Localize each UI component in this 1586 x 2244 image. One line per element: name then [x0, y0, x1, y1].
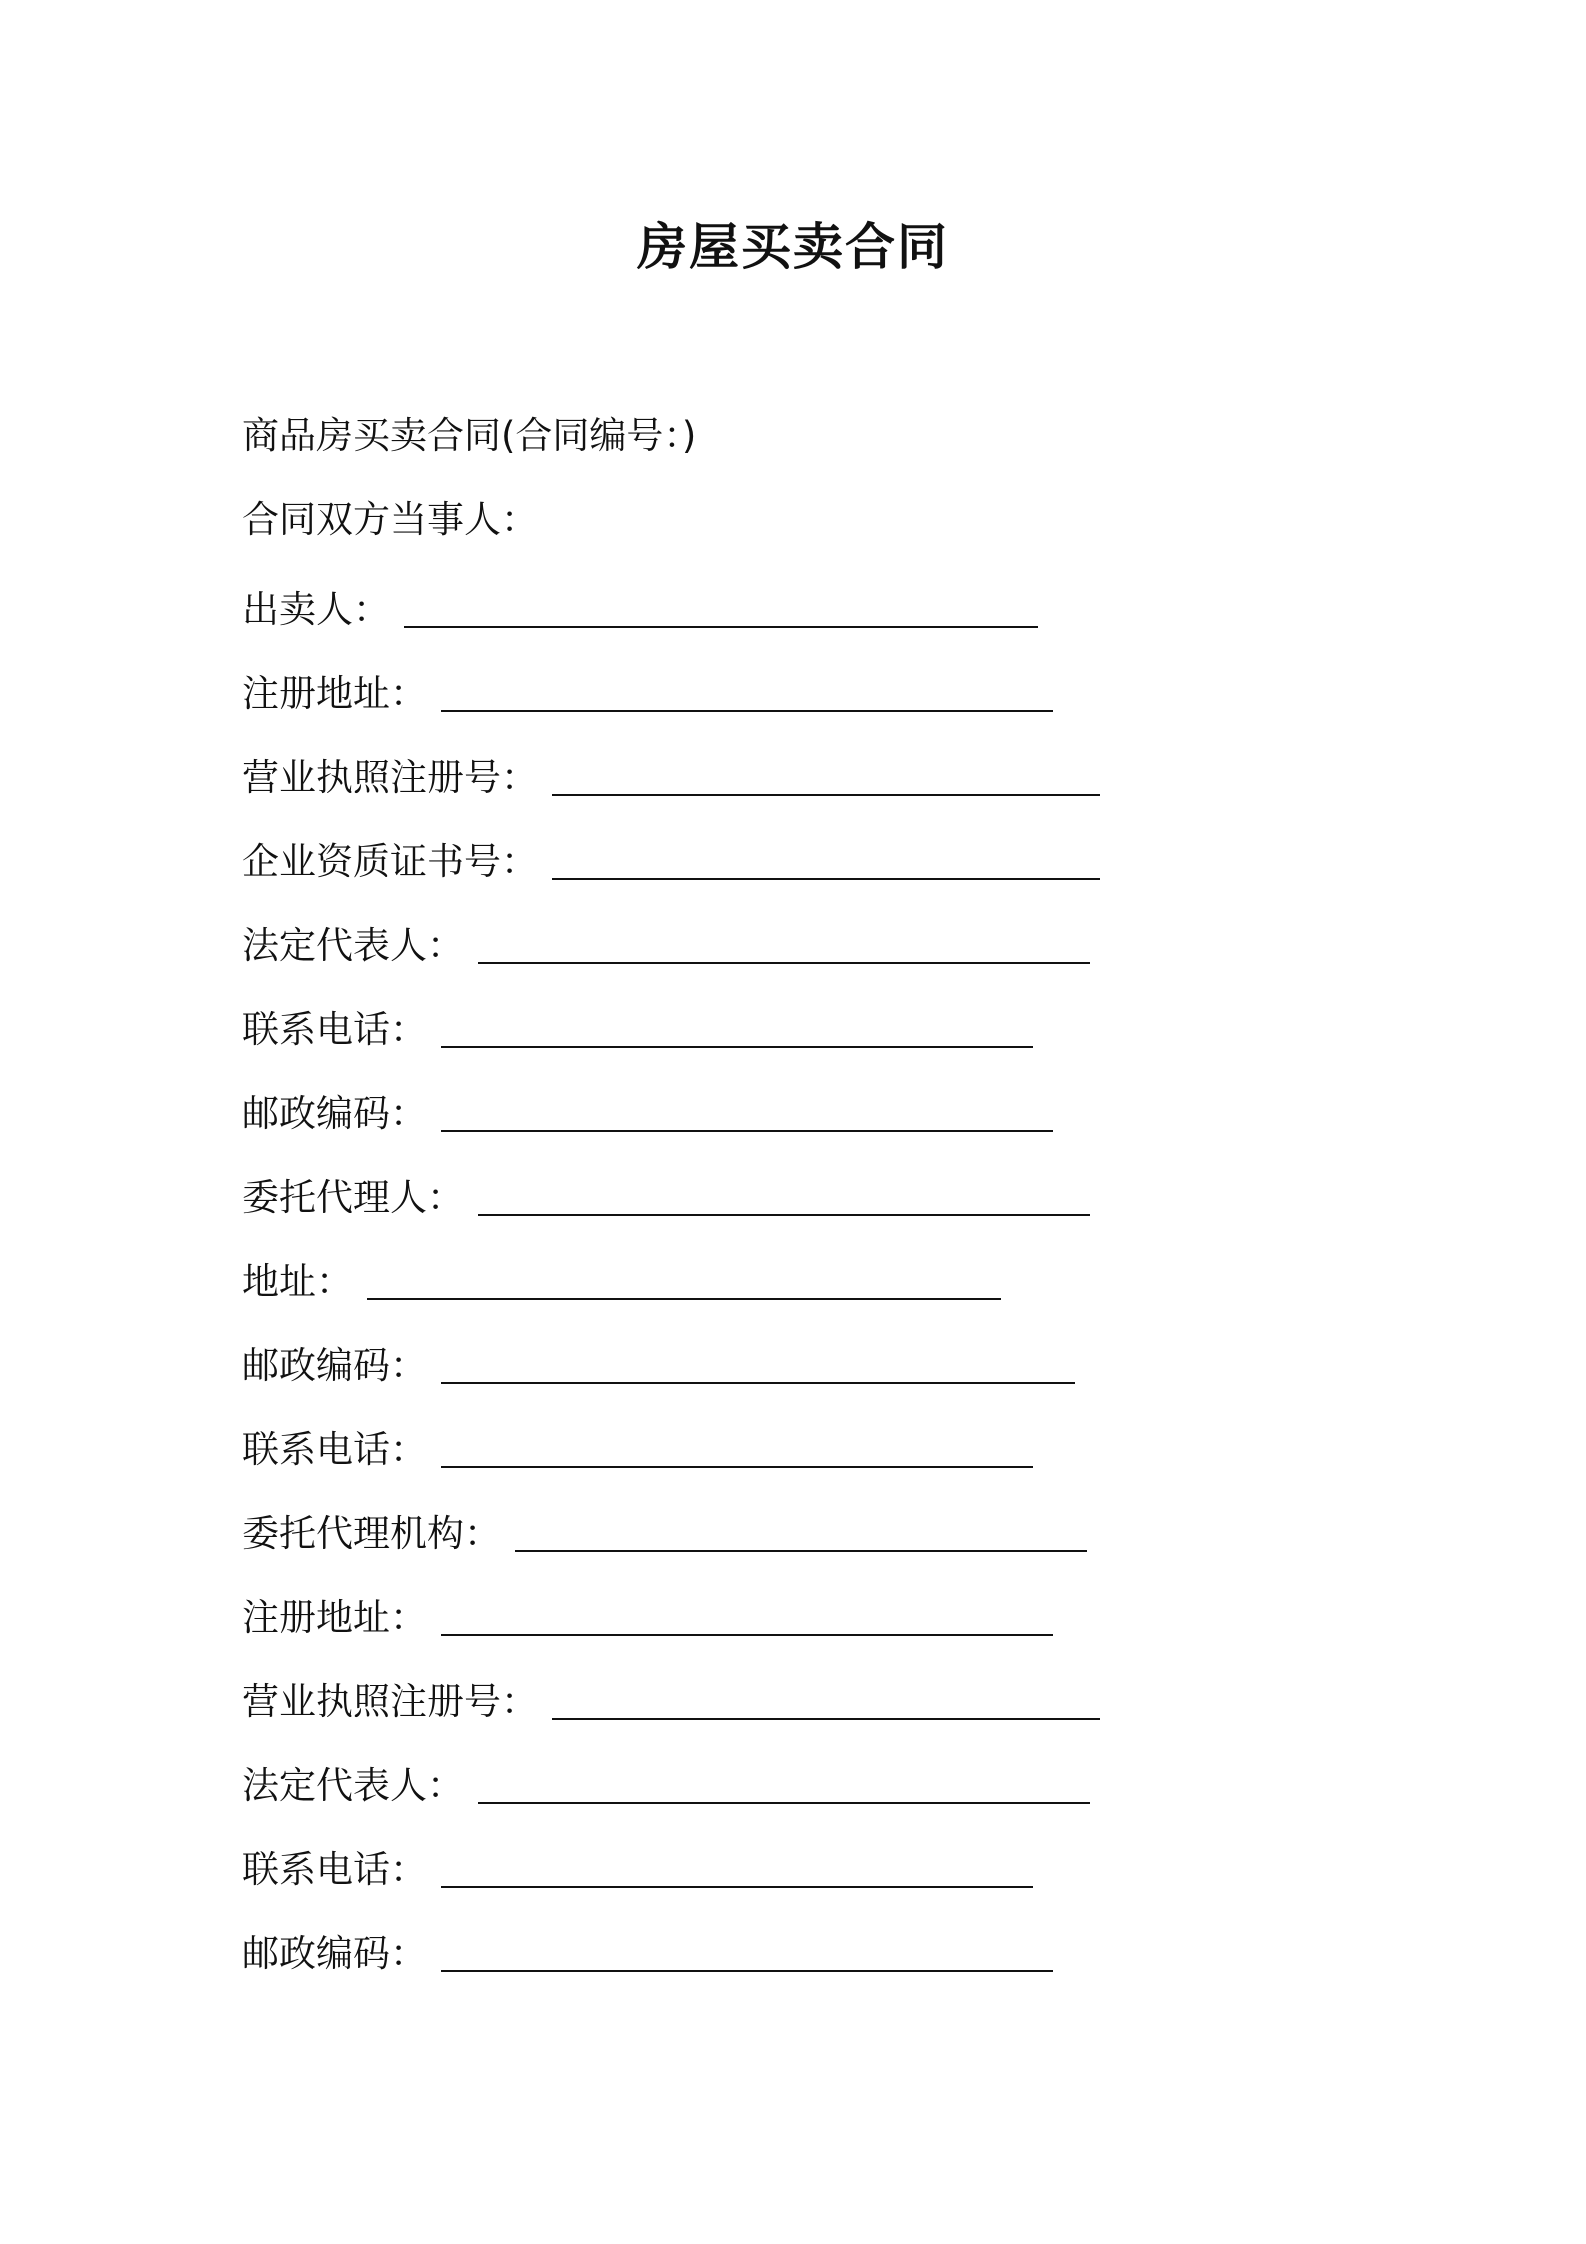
field-label: 委托代理人：: [242, 1176, 464, 1219]
form-field-registered-address: [242, 1590, 1053, 1646]
form-field-phone: [242, 1002, 1033, 1058]
field-label: 联系电话：: [242, 1428, 427, 1471]
fill-in-blank[interactable]: [441, 1352, 1075, 1384]
fill-in-blank[interactable]: [515, 1520, 1087, 1552]
form-field-legal-representative: [242, 1758, 1090, 1814]
form-field-business-license: [242, 750, 1100, 806]
parties-heading-label: 合同双方当事人：: [242, 498, 538, 541]
field-label: 委托代理机构：: [242, 1512, 501, 1555]
contract-number-line: [242, 408, 696, 464]
fill-in-blank[interactable]: [478, 932, 1090, 964]
form-field-agent: [242, 1170, 1090, 1226]
fill-in-blank[interactable]: [441, 1016, 1033, 1048]
field-label: 联系电话：: [242, 1008, 427, 1051]
field-label: 地址：: [242, 1260, 353, 1303]
field-label: 营业执照注册号：: [242, 756, 538, 799]
parties-heading: [242, 492, 538, 548]
fill-in-blank[interactable]: [441, 1940, 1053, 1972]
form-field-qualification-cert: [242, 834, 1100, 890]
form-field-registered-address: [242, 666, 1053, 722]
field-label: 企业资质证书号：: [242, 840, 538, 883]
field-label: 联系电话：: [242, 1848, 427, 1891]
form-field-seller: [242, 582, 1038, 638]
form-field-address: [242, 1254, 1001, 1310]
field-label: 邮政编码：: [242, 1344, 427, 1387]
field-label: 法定代表人：: [242, 924, 464, 967]
fill-in-blank[interactable]: [552, 1688, 1100, 1720]
fill-in-blank[interactable]: [441, 680, 1053, 712]
field-label: 出卖人：: [242, 588, 390, 631]
form-field-postal-code: [242, 1086, 1053, 1142]
form-field-business-license: [242, 1674, 1100, 1730]
fill-in-blank[interactable]: [552, 848, 1100, 880]
field-label: 营业执照注册号：: [242, 1680, 538, 1723]
field-label: 法定代表人：: [242, 1764, 464, 1807]
form-field-postal-code: [242, 1338, 1075, 1394]
fill-in-blank[interactable]: [478, 1772, 1090, 1804]
form-field-agency: [242, 1506, 1087, 1562]
fill-in-blank[interactable]: [441, 1856, 1033, 1888]
field-label: 注册地址：: [242, 672, 427, 715]
field-label: 邮政编码：: [242, 1092, 427, 1135]
fill-in-blank[interactable]: [441, 1436, 1033, 1468]
field-label: 邮政编码：: [242, 1932, 427, 1975]
fill-in-blank[interactable]: [404, 596, 1038, 628]
form-field-legal-representative: [242, 918, 1090, 974]
form-field-postal-code: [242, 1926, 1053, 1982]
fill-in-blank[interactable]: [441, 1100, 1053, 1132]
fill-in-blank[interactable]: [552, 764, 1100, 796]
document-title: 房屋买卖合同: [637, 218, 949, 276]
field-label: 注册地址：: [242, 1596, 427, 1639]
fill-in-blank[interactable]: [478, 1184, 1090, 1216]
contract-number-label: 商品房买卖合同(合同编号：): [242, 414, 697, 457]
fill-in-blank[interactable]: [367, 1268, 1001, 1300]
form-field-phone: [242, 1422, 1033, 1478]
form-field-phone: [242, 1842, 1033, 1898]
fill-in-blank[interactable]: [441, 1604, 1053, 1636]
